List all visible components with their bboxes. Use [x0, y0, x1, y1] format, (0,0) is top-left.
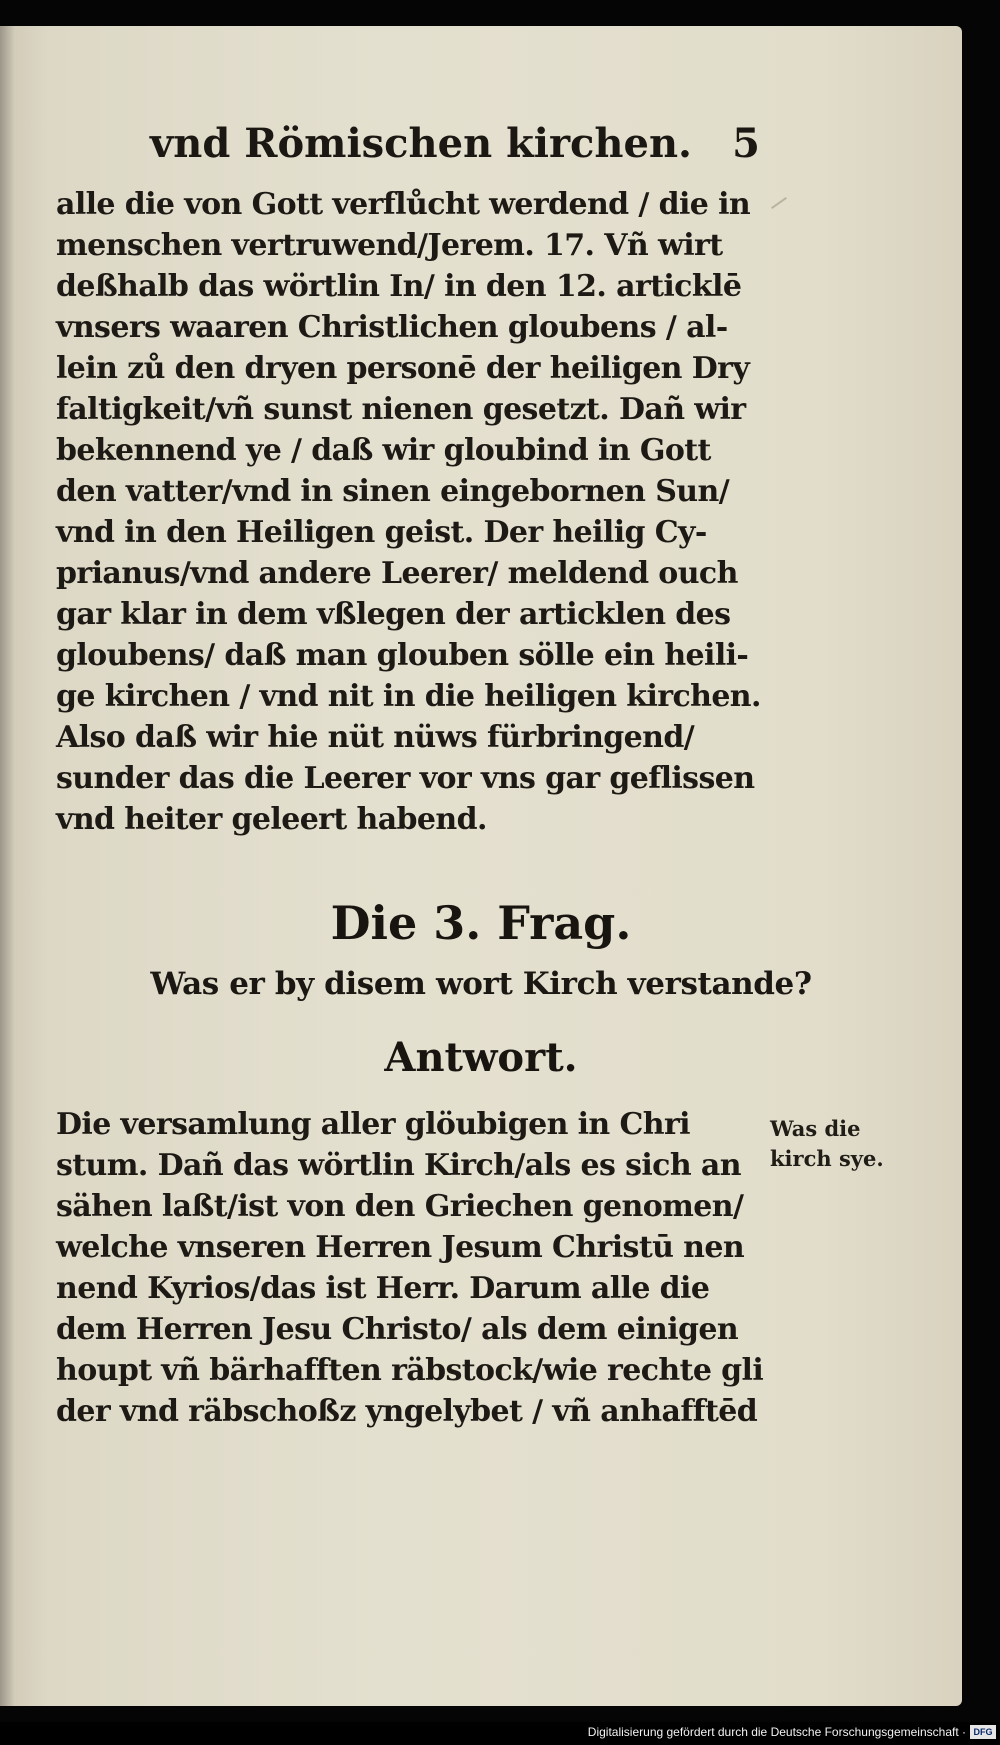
text-line: vnsers waaren Christlichen gloubens / al-	[56, 310, 728, 345]
marginal-note	[770, 1114, 910, 1174]
text-line: bekennend ye / daß wir gloubind in Gott	[56, 433, 711, 468]
text-line: sunder das die Leerer vor vns gar geflissen	[56, 761, 755, 796]
text-line: ge kirchen / vnd nit in die heiligen kirchen.	[56, 679, 761, 714]
body-text-block-1	[56, 184, 766, 840]
body-text-block-2	[56, 1104, 766, 1432]
footer-bar	[0, 1722, 1000, 1745]
text-line: Also daß wir hie nüt nüws fürbringend/	[56, 720, 695, 755]
answer-heading: Antwort.	[384, 1034, 578, 1081]
text-line: gar klar in dem vßlegen der articklen des	[56, 597, 731, 632]
scan-mark	[771, 197, 787, 209]
question-line: Was er by disem wort Kirch verstande?	[150, 966, 812, 1002]
text-line: gloubens/ daß man glouben sölle ein heili-	[56, 638, 749, 673]
text-line: faltigkeit/vñ sunst nienen gesetzt. Dañ wir	[56, 392, 746, 427]
page-header	[150, 120, 760, 176]
text-line: prianus/vnd andere Leerer/ meldend ouch	[56, 556, 738, 591]
text-line: deßhalb das wörtlin In/ in den 12. articklē	[56, 269, 742, 304]
text-line: Die versamlung aller glöubigen in Chri	[56, 1107, 690, 1142]
page-number: 5	[732, 120, 760, 167]
text-line: vnd in den Heiligen geist. Der heilig Cy-	[56, 515, 707, 550]
page-spine	[0, 26, 14, 1706]
text-line: der vnd räbschoßz yngelybet / vñ anhafftēd	[56, 1394, 758, 1429]
dfg-logo-icon: DFG	[970, 1725, 996, 1739]
text-line: sähen laßt/ist von den Griechen genomen/	[56, 1189, 744, 1224]
text-line: nend Kyrios/das ist Herr. Darum alle die	[56, 1271, 710, 1306]
text-line: alle die von Gott verflůcht werdend / die in	[56, 187, 751, 222]
book-page	[0, 26, 962, 1706]
marginal-note-line: Was die	[770, 1116, 861, 1141]
text-line: houpt vñ bärhafften räbstock/wie rechte gli	[56, 1353, 764, 1388]
text-line: dem Herren Jesu Christo/ als dem einigen	[56, 1312, 739, 1347]
text-line: stum. Dañ das wörtlin Kirch/als es sich an	[56, 1148, 741, 1183]
running-head: vnd Römischen kirchen.	[150, 120, 692, 167]
text-line: vnd heiter geleert habend.	[56, 802, 487, 837]
text-line: den vatter/vnd in sinen eingebornen Sun/	[56, 474, 730, 509]
marginal-note-line: kirch sye.	[770, 1146, 884, 1171]
funding-credit: Digitalisierung gefördert durch die Deutsche Forschungsgemeinschaft ·	[587, 1725, 966, 1739]
text-line: menschen vertruwend/Jerem. 17. Vñ wirt	[56, 228, 723, 263]
text-line: lein zů den dryen personē der heiligen Dry	[56, 351, 750, 386]
text-line: welche vnseren Herren Jesum Christū nen	[56, 1230, 745, 1265]
section-heading: Die 3. Frag.	[330, 896, 632, 950]
